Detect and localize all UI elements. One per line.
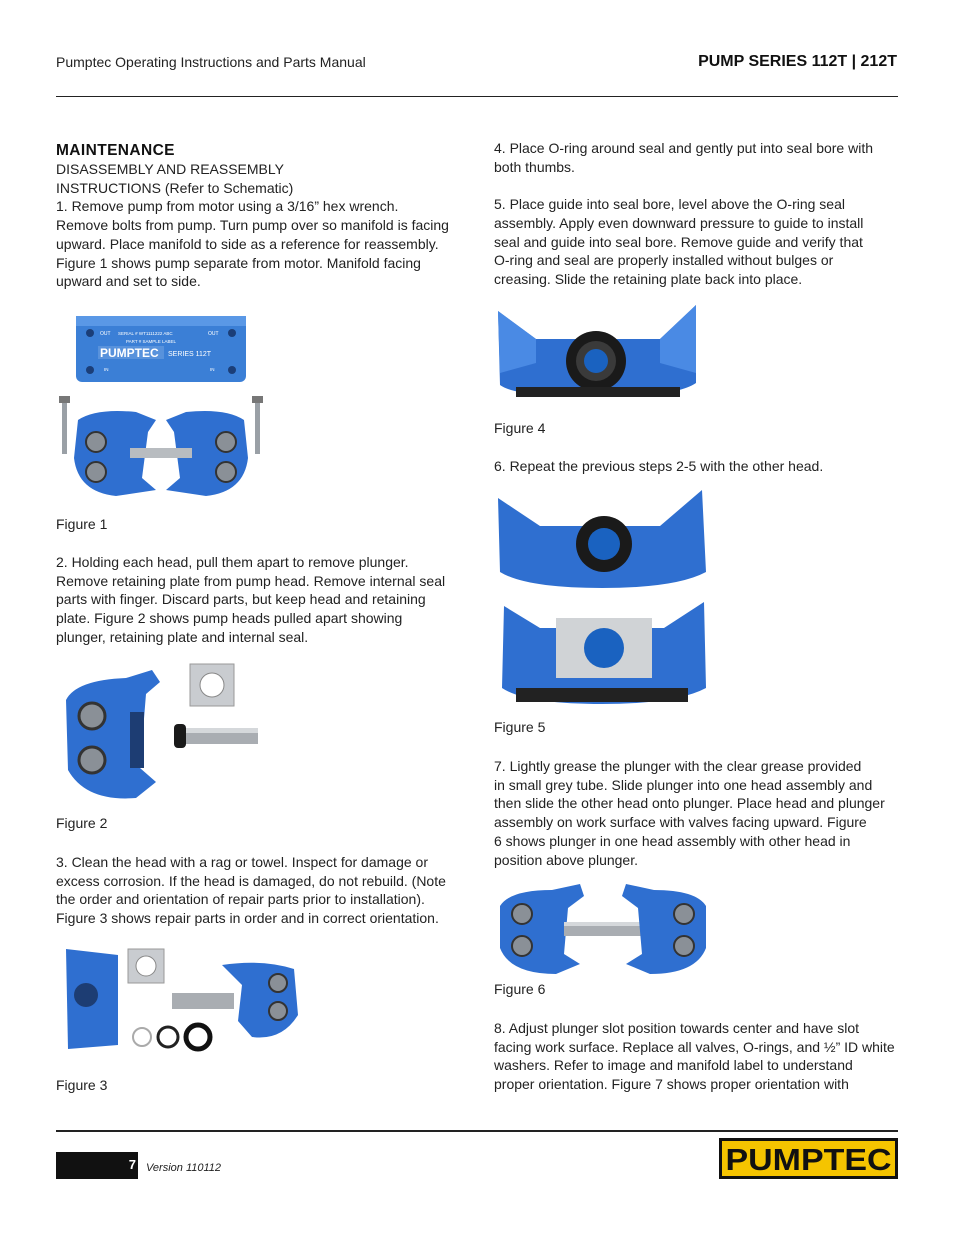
footer-divider	[56, 1130, 898, 1132]
step-1-line: upward. Place manifold to side as a reference for reassembly.	[56, 235, 439, 252]
step-3-line: the order and orientation of repair parts prior to installation).	[56, 891, 425, 908]
pumptec-logo	[719, 1138, 898, 1179]
figure-3-caption: Figure 3	[56, 1077, 108, 1093]
logo-text: PUMPTEC	[725, 1142, 892, 1177]
version-label: Version 110112	[146, 1162, 222, 1174]
subheading: INSTRUCTIONS (Refer to Schematic)	[56, 179, 294, 196]
figure-5-caption: Figure 5	[494, 719, 546, 735]
pump-series-title: PUMP SERIES 112T | 212T	[698, 53, 897, 70]
plunger	[130, 448, 192, 458]
step-4-line: both thumbs.	[494, 158, 575, 175]
subheading: DISASSEMBLY AND REASSEMBLY	[56, 161, 284, 177]
step-2-line: plate. Figure 2 shows pump heads pulled apart showing	[56, 610, 403, 627]
step-5-line: O-ring and seal are properly installed without bulges or	[494, 252, 834, 269]
page-number: 7	[128, 1157, 136, 1172]
pump-head	[66, 670, 160, 798]
manifold-top-edge	[76, 316, 246, 326]
step-5-line: seal and guide into seal bore. Remove guide and verify that	[494, 233, 863, 250]
step-8-line: 8. Adjust plunger slot position towards center and have slot	[494, 1020, 859, 1036]
step-5-line: assembly. Apply even downward pressure to guide to install	[494, 214, 864, 231]
step-1-line: Figure 1 shows pump separate from motor. Manifold facing	[56, 254, 421, 271]
in-left-label: IN	[104, 367, 109, 372]
step-7-line: 6 shows plunger in one head assembly with other head in	[494, 832, 851, 849]
out-left-label: OUT	[100, 331, 111, 337]
step-1-line: 1. Remove pump from motor using a 3/16” hex wrench.	[56, 198, 399, 215]
step-5-line: creasing. Slide the retaining plate back into place.	[494, 270, 803, 287]
step-1-line: upward and set to side.	[56, 273, 201, 290]
step-7-line: 7. Lightly grease the plunger with the clear grease provided	[494, 758, 862, 774]
figure-1-caption: Figure 1	[56, 516, 108, 532]
step-5-line: 5. Place guide into seal bore, level above the O-ring seal	[494, 196, 845, 213]
figure-3-image	[62, 945, 302, 1057]
right-step-4-5	[494, 139, 899, 289]
washer	[133, 1028, 151, 1046]
left-step-2	[56, 553, 466, 647]
step-7-line: in small grey tube. Slide plunger into one head assembly and	[494, 776, 873, 793]
document-title: Pumptec Operating Instructions and Parts Manual	[56, 54, 366, 70]
step-2-line: 2. Holding each head, pull them apart to remove plunger.	[56, 554, 409, 570]
step-6-line: 6. Repeat the previous steps 2-5 with the other head.	[494, 458, 824, 474]
figure-6-image	[496, 882, 710, 976]
figure-4-caption: Figure 4	[494, 420, 546, 436]
right-step-8	[494, 1019, 899, 1094]
step-2-line: plunger, retaining plate and internal seal.	[56, 628, 309, 645]
step-3-line: excess corrosion. If the head is damaged, do not rebuild. (Note	[56, 872, 446, 889]
o-ring	[158, 1027, 178, 1047]
figure-4-image	[496, 303, 700, 399]
step-7-line: assembly on work surface with valves facing upward. Figure	[494, 814, 867, 831]
internal-seal	[174, 724, 186, 748]
step-3-line: Figure 3 shows repair parts in order and in correct orientation.	[56, 910, 439, 927]
step-8-line: proper orientation. Figure 7 shows proper orientation with	[494, 1076, 849, 1093]
seal	[186, 1025, 210, 1049]
step-7-line: position above plunger.	[494, 851, 638, 868]
series-label: SERIES 112T	[168, 351, 212, 358]
step-2-line: Remove retaining plate from pump head. Remove internal seal	[56, 572, 446, 589]
out-right-label: OUT	[208, 331, 219, 337]
step-2-line: parts with finger. Discard parts, but keep head and retaining	[56, 591, 426, 608]
step-8-line: facing work surface. Replace all valves, O-rings, and ½” ID white	[494, 1038, 895, 1055]
brand-label: PUMPTEC	[100, 346, 159, 360]
figure-6-caption: Figure 6	[494, 981, 546, 997]
step-8-line: washers. Refer to image and manifold label to understand	[494, 1057, 853, 1074]
serial-label: SERIAL # WT1111222 ABC	[118, 331, 173, 336]
right-step-6	[494, 457, 899, 476]
part-label: PART # SAMPLE LABEL	[126, 339, 177, 344]
step-7-line: then slide the other head onto plunger. Place head and plunger	[494, 795, 885, 812]
step-4-line: 4. Place O-ring around seal and gently put into seal bore with	[494, 140, 874, 156]
left-column-top	[56, 141, 456, 291]
bolt	[255, 400, 260, 454]
bolt	[62, 400, 67, 454]
plunger	[172, 993, 234, 1009]
right-step-7	[494, 757, 899, 869]
step-1-line: Remove bolts from pump. Turn pump over so manifold is facing	[56, 217, 449, 234]
in-right-label: IN	[210, 367, 215, 372]
section-heading: MAINTENANCE	[56, 142, 175, 159]
figure-2-image	[56, 660, 261, 804]
figure-2-caption: Figure 2	[56, 815, 108, 831]
step-3-line: 3. Clean the head with a rag or towel. Inspect for damage or	[56, 854, 428, 870]
figure-5-image	[496, 488, 708, 708]
figure-1-image	[56, 308, 266, 504]
header-divider	[56, 96, 898, 97]
left-step-3	[56, 853, 466, 928]
